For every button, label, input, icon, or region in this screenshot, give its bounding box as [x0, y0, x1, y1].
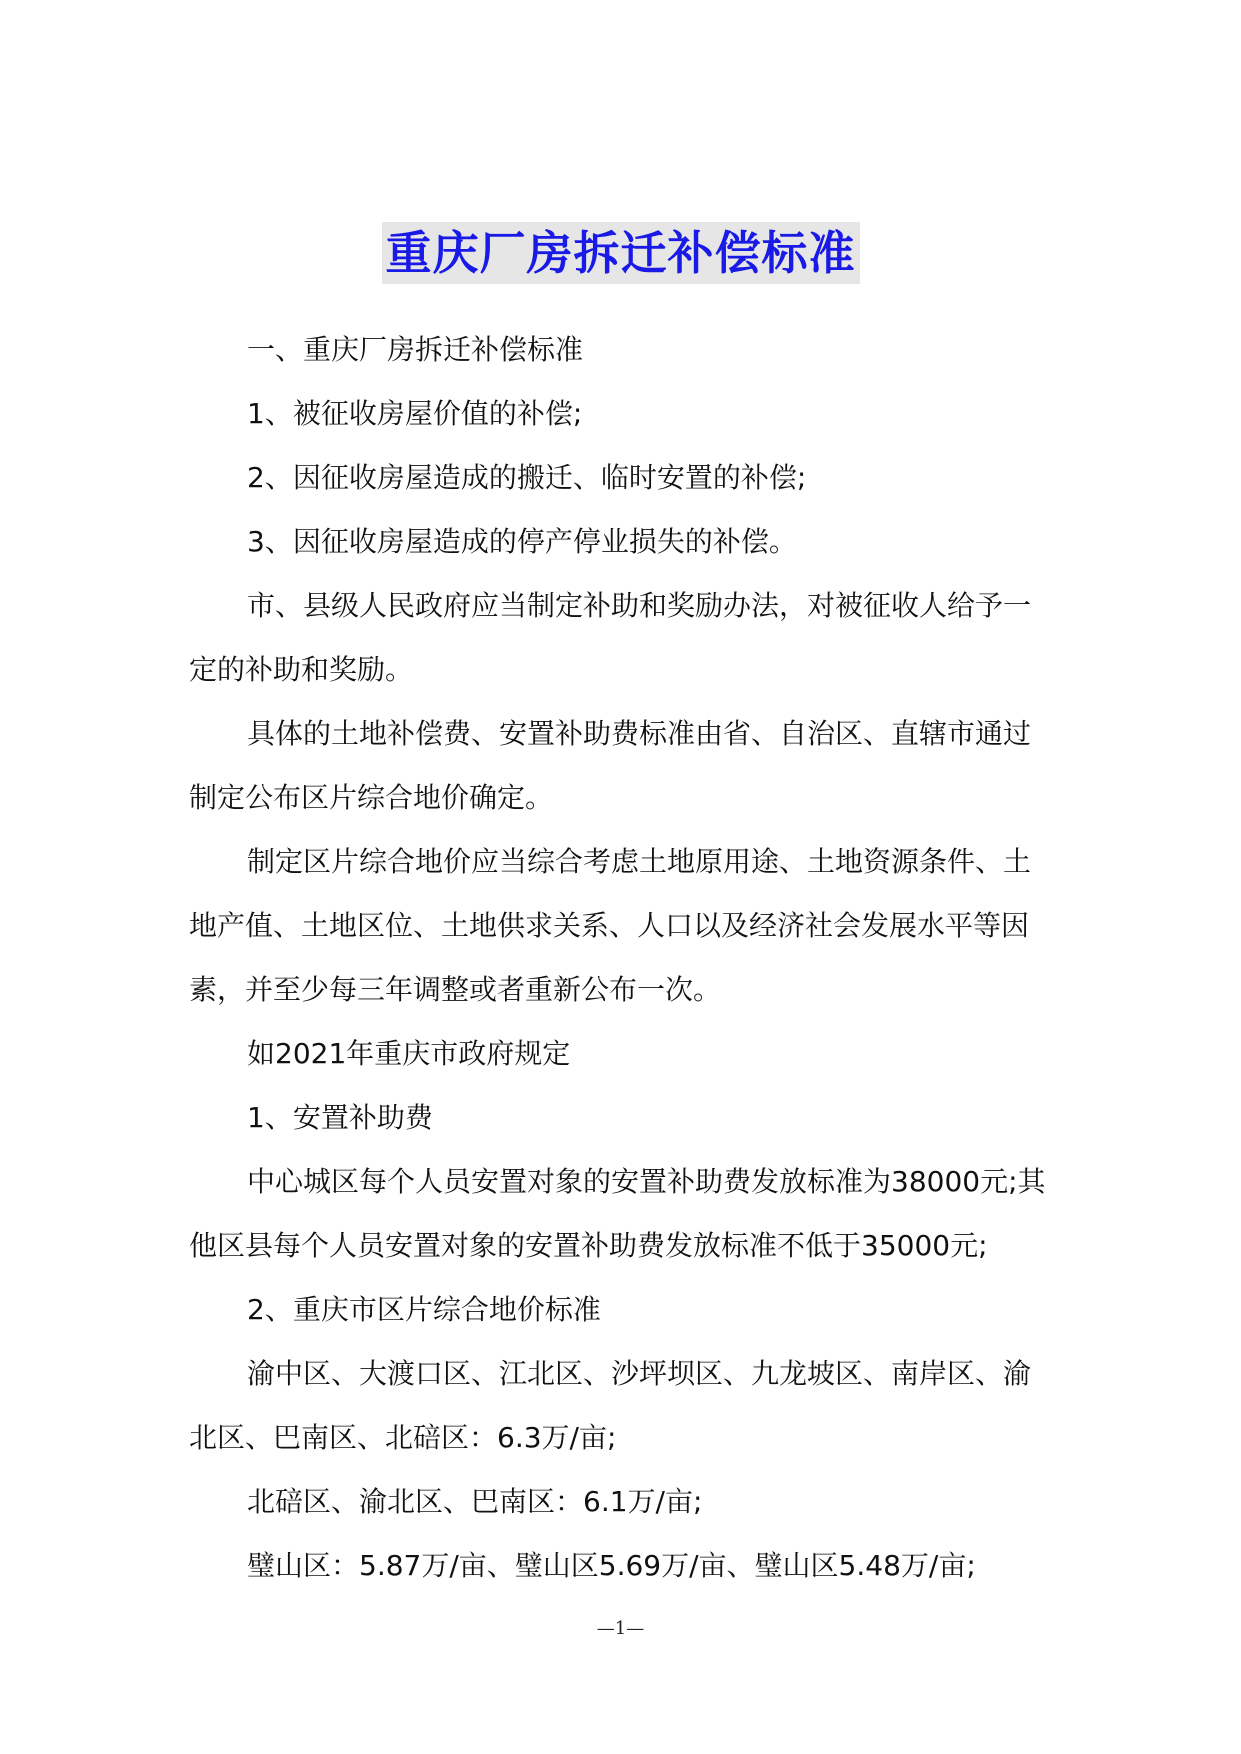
- paragraph: 市、县级人民政府应当制定补助和奖励办法，对被征收人给予一定的补助和奖励。: [189, 589, 1032, 686]
- list-item: 2、重庆市区片综合地价标准: [247, 1293, 601, 1326]
- list-item: 1、被征收房屋价值的补偿;: [247, 397, 583, 430]
- document-title: 重庆厂房拆迁补偿标准: [382, 222, 860, 284]
- paragraph: 具体的土地补偿费、安置补助费标准由省、自治区、直辖市通过制定公布区片综合地价确定。: [189, 717, 1032, 814]
- title-container: [0, 222, 1241, 284]
- paragraph: 渝中区、大渡口区、江北区、沙坪坝区、九龙坡区、南岸区、渝北区、巴南区、北碚区：6.3万/亩;: [189, 1357, 1032, 1454]
- paragraph: 中心城区每个人员安置对象的安置补助费发放标准为38000元;其他区县每个人员安置对象的安置补助费发放标准不低于35000元;: [189, 1165, 1046, 1262]
- page-number: —1—: [596, 1618, 645, 1639]
- paragraph: 制定区片综合地价应当综合考虑土地原用途、土地资源条件、土地产值、土地区位、土地供求关系、人口以及经济社会发展水平等因素，并至少每三年调整或者重新公布一次。: [189, 845, 1032, 1006]
- list-item: 2、因征收房屋造成的搬迁、临时安置的补偿;: [247, 461, 807, 494]
- list-item: 1、安置补助费: [247, 1101, 433, 1134]
- paragraph: 北碚区、渝北区、巴南区：6.1万/亩;: [247, 1485, 703, 1518]
- paragraph: 如2021年重庆市政府规定: [247, 1037, 571, 1070]
- list-item: 3、因征收房屋造成的停产停业损失的补偿。: [247, 525, 797, 558]
- section-heading: 一、重庆厂房拆迁补偿标准: [247, 333, 584, 366]
- document-body: [189, 318, 1057, 1598]
- paragraph: 璧山区：5.87万/亩、璧山区5.69万/亩、璧山区5.48万/亩;: [247, 1549, 976, 1582]
